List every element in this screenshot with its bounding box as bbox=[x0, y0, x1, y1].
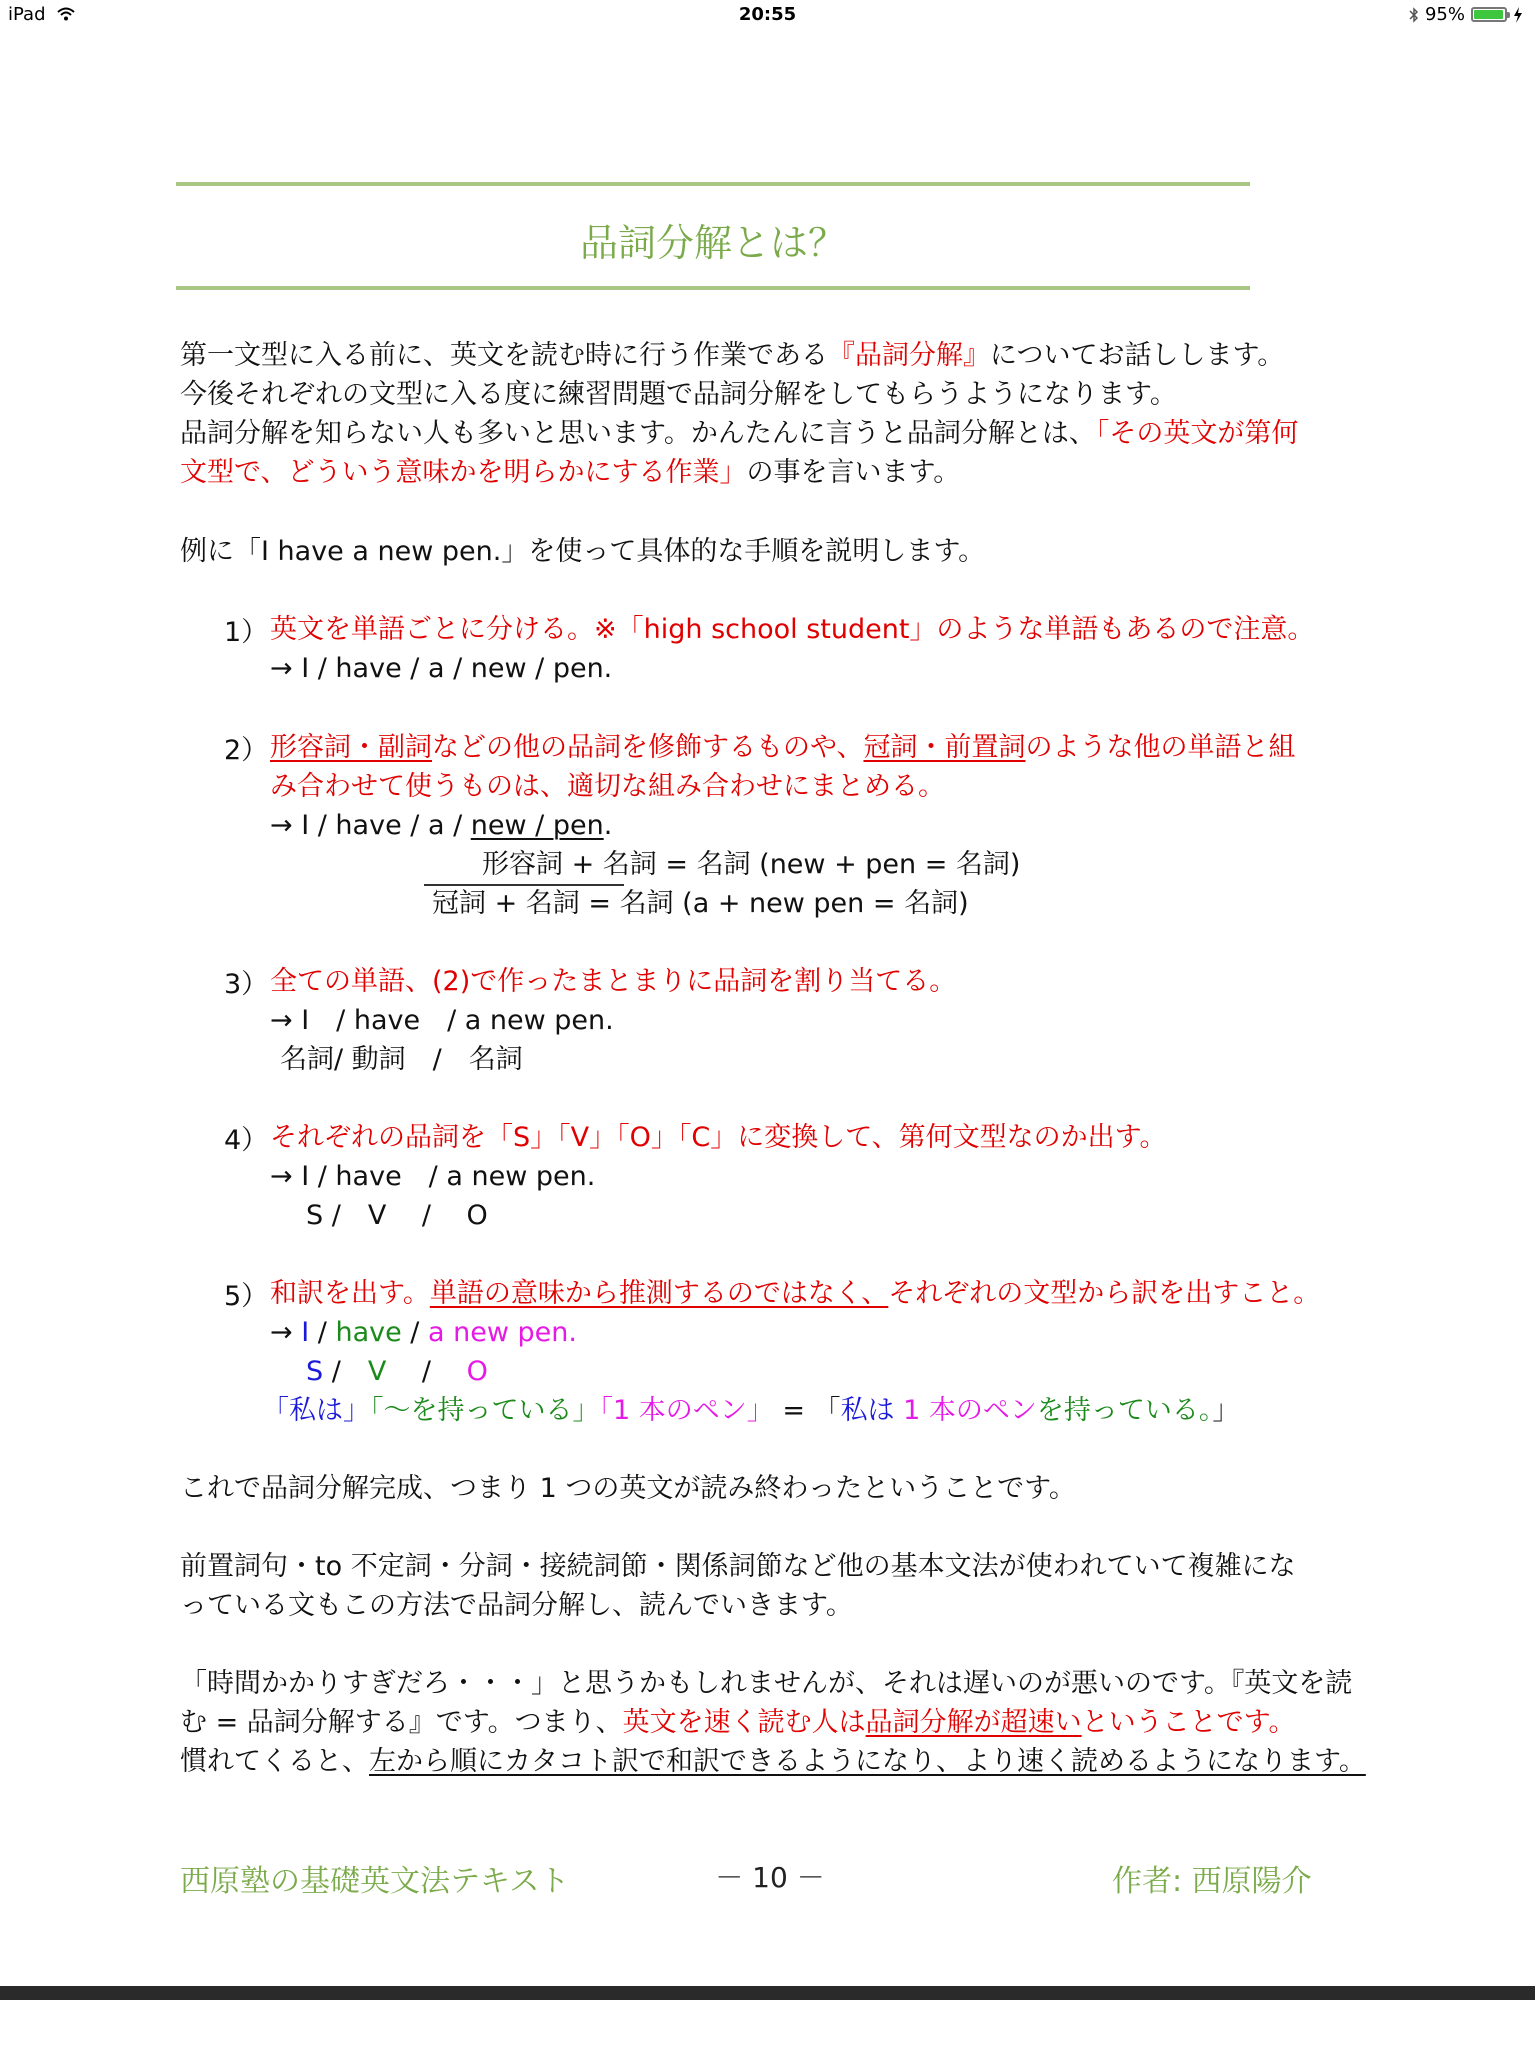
separator: / bbox=[309, 1317, 336, 1348]
intro-definition: 「その英文が第何 bbox=[1095, 418, 1299, 449]
step-2-text: などの他の品詞を修飾するものや、 bbox=[432, 732, 864, 763]
step-3-example: → I / have / a new pen. bbox=[270, 1005, 614, 1036]
outro-emphasis: 英文を速く読む人は bbox=[622, 1707, 866, 1738]
bluetooth-icon bbox=[1409, 7, 1419, 23]
outro-line-5 bbox=[180, 1703, 1360, 1742]
step-5-tags bbox=[306, 1352, 488, 1391]
step-1-text: 英文を単語ごとに分ける。※「high school student」のような単語もあるので注意。 bbox=[270, 614, 1315, 645]
verb-word: have bbox=[335, 1317, 402, 1348]
separator: / bbox=[401, 1317, 428, 1348]
step-2-text-line-2: み合わせて使うものは、適切な組み合わせにまとめる。 bbox=[270, 771, 945, 802]
step-2-example-text: . bbox=[603, 810, 613, 841]
intro-line-2: 今後それぞれの文型に入る度に練習問題で品詞分解をしてもらうようになります。 bbox=[180, 379, 1177, 410]
outro-line-2: 前置詞句・to 不定詞・分詞・接続詞節・関係詞節など他の基本文法が使われていて複雑にな bbox=[180, 1551, 1296, 1582]
status-right bbox=[1409, 4, 1523, 25]
bottom-bar bbox=[0, 1986, 1535, 2000]
step-1-example: → I / have / a / new / pen. bbox=[270, 653, 613, 684]
outro-underlined: 左から順にカタコト訳で和訳できるようになり、より速く読めるようになります。 bbox=[369, 1746, 1366, 1777]
translation-object: 1 本のペン bbox=[894, 1395, 1037, 1426]
arrow: → bbox=[270, 1317, 302, 1348]
footer-book-title: 西原塾の基礎英文法テキスト bbox=[180, 1864, 570, 1899]
step-5-emphasis: 単語の意味から推測するのではなく、 bbox=[429, 1278, 889, 1309]
step-3-number: 3） bbox=[224, 969, 269, 1000]
tag-o: O bbox=[466, 1356, 488, 1387]
translation-subject: 「私は」 bbox=[262, 1395, 370, 1426]
step-5-text bbox=[270, 1274, 1320, 1313]
step-2-example-group: new / pen bbox=[470, 810, 604, 841]
step-2-rule-2: 冠詞 + 名詞 = 名詞 (a + new pen = 名詞) bbox=[432, 888, 969, 919]
battery-percent: 95% bbox=[1424, 4, 1465, 25]
subject-word: I bbox=[301, 1317, 310, 1348]
step-5-example bbox=[270, 1313, 577, 1352]
title-rule-top bbox=[176, 182, 1250, 186]
equals: = 「 bbox=[773, 1395, 841, 1426]
object-words: a new pen bbox=[427, 1317, 569, 1348]
intro-definition: 文型で、どういう意味かを明らかにする作業」 bbox=[180, 457, 747, 488]
battery-icon bbox=[1471, 7, 1507, 22]
intro-line-4 bbox=[180, 453, 1360, 492]
step-4-text: それぞれの品詞を「S」「V」「O」「C」に変換して、第何文型なのか出す。 bbox=[270, 1122, 1167, 1153]
step-2-example bbox=[270, 806, 612, 845]
step-5-number: 5） bbox=[224, 1281, 269, 1312]
intro-text: 第一文型に入る前に、英文を読む時に行う作業である bbox=[180, 340, 828, 371]
step-2-number: 2） bbox=[224, 735, 269, 766]
translation-verb: を持っている。 bbox=[1036, 1395, 1213, 1426]
outro-emphasis-underlined: 品詞分解が超速い bbox=[865, 1707, 1082, 1738]
outro-line-1: これで品詞分解完成、つまり 1 つの英文が読み終わったということです。 bbox=[180, 1473, 1076, 1504]
title-rule-bottom bbox=[176, 286, 1250, 290]
separator: / bbox=[386, 1356, 467, 1387]
intro-keyword: 『品詞分解』 bbox=[828, 340, 990, 371]
translation-object: 「1 本のペン」 bbox=[599, 1395, 774, 1426]
device-label: iPad bbox=[8, 4, 46, 25]
intro-text: についてお話しします。 bbox=[990, 340, 1285, 371]
outro-line-3: っている文もこの方法で品詞分解し、読んでいきます。 bbox=[180, 1590, 853, 1621]
step-3-text: 全ての単語、(2)で作ったまとまりに品詞を割り当てる。 bbox=[270, 966, 957, 997]
step-2-example-text: → I / have / a / bbox=[270, 810, 471, 841]
step-3-tags: 名詞/ 動詞 / 名詞 bbox=[280, 1044, 523, 1075]
outro-line-4: 「時間かかりすぎだろ・・・」と思うかもしれませんが、それは遅いのが悪いのです。『英文を読 bbox=[180, 1668, 1353, 1699]
outro-line-6 bbox=[180, 1742, 1366, 1781]
battery-fill bbox=[1474, 10, 1503, 19]
status-time: 20:55 bbox=[738, 4, 797, 25]
page-number: － 10 － bbox=[715, 1861, 825, 1894]
footer-author: 作者: 西原陽介 bbox=[1112, 1864, 1312, 1899]
example-intro: 例に「I have a new pen.」を使って具体的な手順を説明します。 bbox=[180, 536, 986, 567]
intro-line-3 bbox=[180, 414, 1360, 453]
step-5-text-part: それぞれの文型から訳を出すこと。 bbox=[888, 1278, 1321, 1309]
intro-text: 品詞分解を知らない人も多いと思います。かんたんに言うと品詞分解とは、 bbox=[180, 418, 1096, 449]
step-2-keyword: 冠詞・前置詞 bbox=[863, 732, 1026, 763]
outro-emphasis: ということです。 bbox=[1081, 1707, 1296, 1738]
step-1-number: 1） bbox=[224, 617, 269, 648]
tag-v: V bbox=[367, 1356, 387, 1387]
outro-text: 慣れてくると、 bbox=[180, 1746, 369, 1777]
step-2-text-line-1 bbox=[270, 728, 1295, 767]
step-5-text-part: 和訳を出す。 bbox=[270, 1278, 430, 1309]
page-title: 品詞分解とは？ bbox=[579, 221, 846, 265]
tag-s: S bbox=[306, 1356, 324, 1387]
intro-text: の事を言います。 bbox=[746, 457, 961, 488]
translation-verb: 「～を持っている」 bbox=[370, 1395, 600, 1426]
step-2-keyword: 形容詞・副詞 bbox=[270, 732, 432, 763]
step-5-translation bbox=[262, 1391, 1239, 1430]
step-4-tags: S / V / O bbox=[306, 1200, 488, 1231]
charging-icon bbox=[1513, 7, 1523, 23]
step-4-example: → I / have / a new pen. bbox=[270, 1161, 596, 1192]
outro-text: む = 品詞分解する』です。つまり、 bbox=[180, 1707, 623, 1738]
step-2-rule-1: 形容詞 + 名詞 = 名詞 (new + pen = 名詞) bbox=[482, 849, 1021, 880]
step-2-text: のような他の単語と組 bbox=[1025, 732, 1296, 763]
period: . bbox=[568, 1317, 577, 1348]
separator: / bbox=[323, 1356, 368, 1387]
close-bracket: 」 bbox=[1212, 1395, 1240, 1426]
translation-subject: 私は bbox=[840, 1395, 895, 1426]
status-bar bbox=[0, 0, 1535, 30]
intro-line-1 bbox=[180, 336, 1360, 375]
step-4-number: 4） bbox=[224, 1125, 269, 1156]
